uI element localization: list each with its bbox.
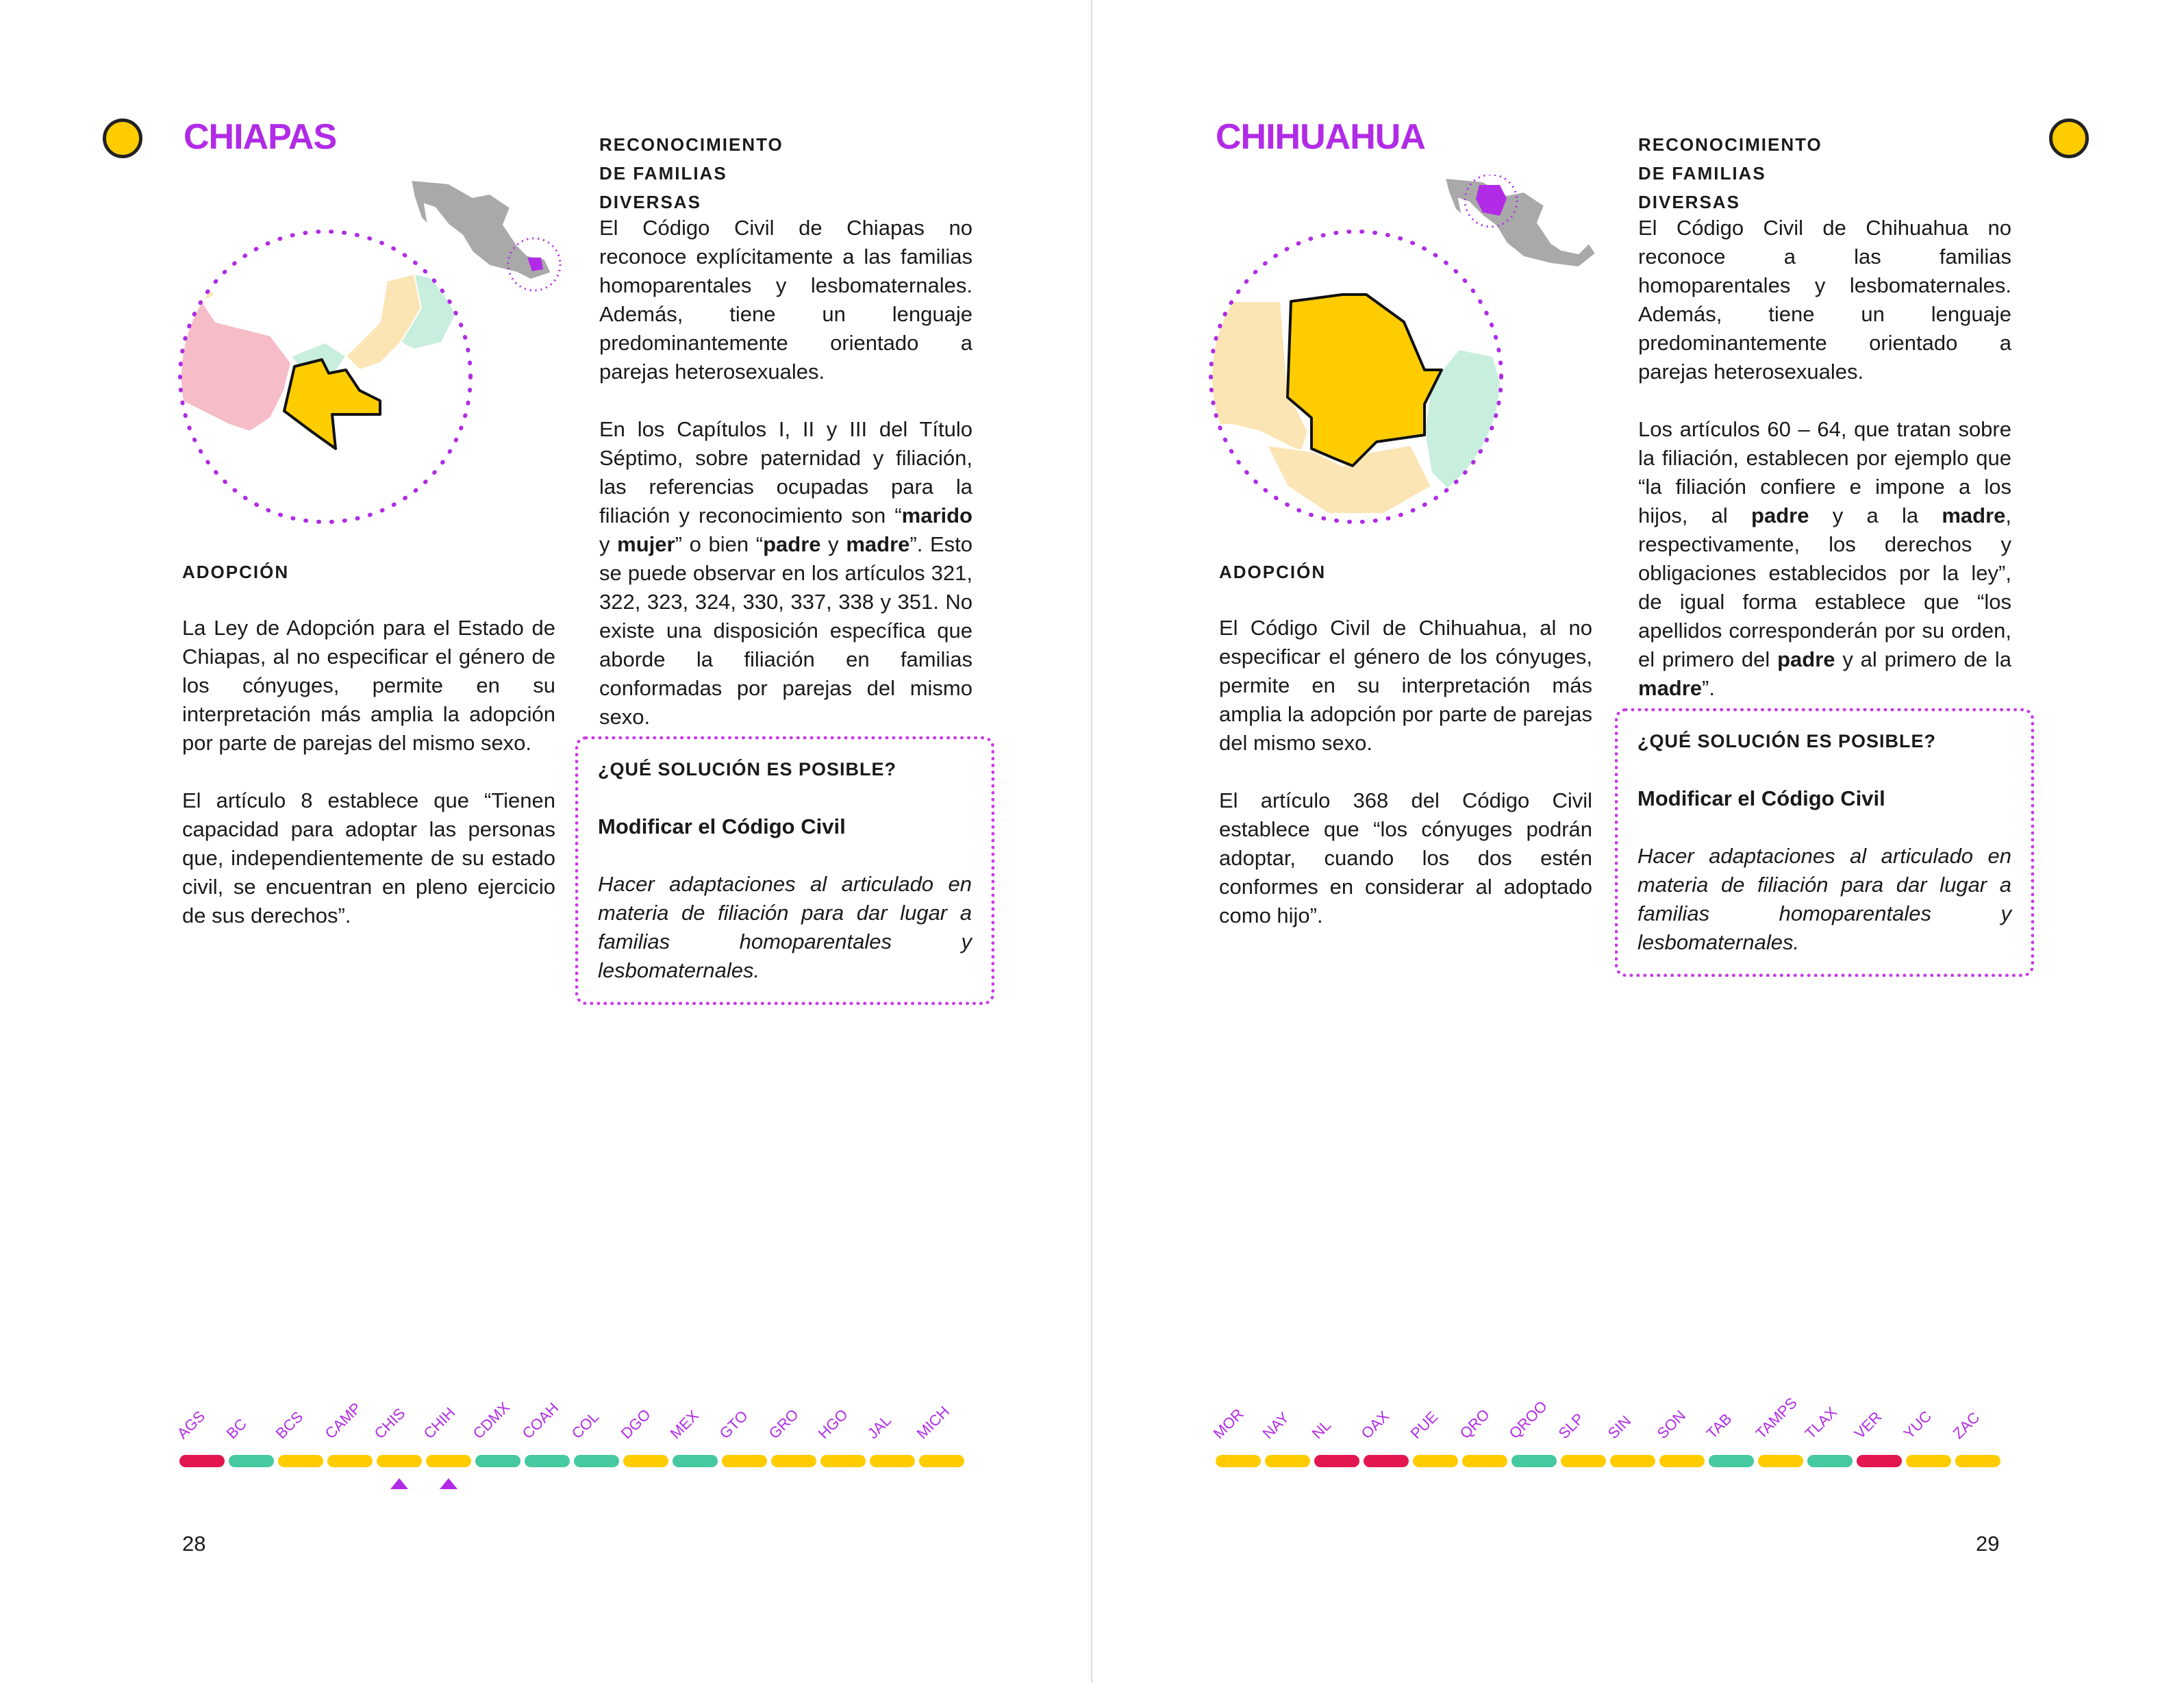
recognition-text — [599, 214, 972, 760]
solution-title: Modificar el Código Civil — [598, 814, 846, 838]
recognition-paragraph-2: Los artículos 60 – 64, que tratan sobre la filiación, establecen por ejemplo que “la filiación confiere e impone a los hijos, al padre y a la madre, respectivamente, los derechos y obligaciones establecidos por la ley”, de igual forma establece que “los apellidos corresponderán por su orden, el primero del padre y al primero de la madre”. — [1638, 417, 2011, 700]
state-code-label: QROO — [1505, 1397, 1551, 1443]
status-bar — [1462, 1455, 1507, 1467]
solution-question: ¿QUÉ SOLUCIÓN ES POSIBLE? — [1637, 731, 1937, 751]
recognition-paragraph-2: En los Capítulos I, II y III del Título Séptimo, sobre paternidad y filiación, las referencias ocupadas para la filiación y reconocimiento son “marido y mujer” o bien “padre y madre”. Esto se puede observar en los artículos 321, 322, 323, 324, 330, 337, 338 y 351. No existe una disposición específica que aborde la filiación en familias conformadas por parejas del mismo sexo. — [599, 417, 972, 729]
status-bar — [1659, 1455, 1705, 1467]
status-bar — [574, 1455, 619, 1467]
status-bar — [1758, 1455, 1803, 1467]
status-bar — [623, 1455, 668, 1467]
recognition-text — [1638, 214, 2011, 732]
status-bar — [179, 1455, 225, 1467]
state-code-label: SLP — [1555, 1410, 1587, 1443]
state-code-label: COAH — [518, 1399, 562, 1443]
status-bar — [1265, 1455, 1310, 1467]
state-title: CHIAPAS — [184, 117, 337, 157]
adoption-heading: ADOPCIÓN — [182, 562, 290, 582]
status-bar — [1857, 1455, 1902, 1467]
status-bar — [673, 1455, 718, 1467]
state-code-label: CHIH — [420, 1404, 459, 1443]
adoption-text — [1219, 614, 1592, 959]
page-right — [1092, 0, 2184, 1683]
yellow-dot-icon — [2049, 119, 2089, 158]
state-code-label: VER — [1850, 1408, 1885, 1443]
state-map — [1205, 226, 1507, 531]
status-bar — [278, 1455, 323, 1467]
status-bar — [1364, 1455, 1409, 1467]
status-bar — [1413, 1455, 1458, 1467]
solution-body: Hacer adaptaciones al articulado en materia de filiación para dar lugar a familias homoparentales y lesbomaternales. — [598, 872, 972, 982]
state-title: CHIHUAHUA — [1216, 117, 1425, 157]
state-code-label: GRO — [765, 1406, 802, 1443]
state-code-label: QRO — [1456, 1406, 1493, 1443]
state-code-label: GTO — [716, 1407, 751, 1443]
status-bar — [1709, 1455, 1754, 1467]
status-bar — [722, 1455, 767, 1467]
yellow-dot-icon — [103, 119, 142, 158]
state-code-label: OAX — [1357, 1407, 1393, 1443]
recognition-paragraph-1: El Código Civil de Chihuahua no reconoce a las familias homoparentales y lesbomaternales. Además, tiene un lenguaje predominantemente orientado a parejas heterosexuales. — [1638, 216, 2011, 384]
adoption-paragraph-2: El artículo 368 del Código Civil establece que “los cónyuges podrán adoptar, cuando los dos estén conformes en considerar al adoptado como hijo”. — [1219, 788, 1592, 927]
status-bar — [1955, 1455, 2000, 1467]
solution-box — [575, 736, 994, 1005]
status-bar — [525, 1455, 570, 1467]
state-code-label: HGO — [814, 1406, 851, 1443]
status-bar — [426, 1455, 471, 1467]
state-code-label: BC — [223, 1415, 250, 1443]
state-code-label: TLAX — [1801, 1403, 1841, 1443]
state-map — [175, 226, 476, 531]
state-code-label: BCS — [272, 1408, 307, 1443]
adoption-paragraph-1: La Ley de Adopción para el Estado de Chiapas, al no especificar el género de los cónyuges, permite en su interpretación más amplia la adopción por parte de parejas del mismo sexo. — [182, 616, 555, 755]
state-code-label: COL — [568, 1408, 603, 1443]
status-bar — [1906, 1455, 1951, 1467]
state-code-label: CAMP — [321, 1399, 365, 1443]
state-code-label: MICH — [913, 1402, 953, 1443]
state-code-label: ZAC — [1949, 1408, 1983, 1443]
adoption-paragraph-1: El Código Civil de Chihuahua, al no especificar el género de los cónyuges, permite en su interpretación más amplia la adopción por parte de parejas del mismo sexo. — [1219, 616, 1592, 755]
state-code-label: CDMX — [469, 1398, 514, 1443]
adoption-heading: ADOPCIÓN — [1219, 562, 1327, 582]
status-bar — [377, 1455, 422, 1467]
state-code-label: NL — [1308, 1416, 1335, 1443]
solution-title: Modificar el Código Civil — [1637, 786, 1885, 810]
adoption-paragraph-2: El artículo 8 establece que “Tienen capacidad para adoptar las personas que, independientemente de su estado civil, se encuentran en pleno ejercicio de sus derechos”. — [182, 788, 555, 927]
status-bar — [1314, 1455, 1359, 1467]
state-code-label: YUC — [1900, 1407, 1935, 1443]
status-bar — [919, 1455, 964, 1467]
status-bar — [1807, 1455, 1853, 1467]
state-code-label: DGO — [617, 1406, 654, 1443]
marker-triangle-icon — [440, 1478, 457, 1489]
solution-question: ¿QUÉ SOLUCIÓN ES POSIBLE? — [598, 759, 897, 780]
solution-body: Hacer adaptaciones al articulado en materia de filiación para dar lugar a familias homoparentales y lesbomaternales. — [1637, 844, 2011, 954]
state-code-label: TAMPS — [1752, 1394, 1800, 1443]
state-code-strip — [1209, 1394, 2017, 1507]
state-code-label: SIN — [1604, 1412, 1635, 1443]
marker-triangle-icon — [390, 1478, 408, 1489]
state-code-label: MEX — [666, 1406, 703, 1443]
state-code-label: AGS — [173, 1407, 209, 1443]
status-bar — [327, 1455, 373, 1467]
status-bar — [771, 1455, 816, 1467]
solution-box — [1615, 708, 2034, 977]
recognition-paragraph-1: El Código Civil de Chiapas no reconoce explícitamente a las familias homoparentales y lesbomaternales. Además, tiene un lenguaje predominantemente orientado a parejas heterosexuales. — [599, 216, 972, 384]
state-code-label: TAB — [1703, 1410, 1735, 1443]
status-bar — [1216, 1455, 1261, 1467]
state-code-label: NAY — [1259, 1408, 1293, 1443]
state-code-label: SON — [1653, 1406, 1690, 1443]
status-bar — [229, 1455, 274, 1467]
status-bar — [1511, 1455, 1557, 1467]
status-bar — [475, 1455, 520, 1467]
state-code-strip — [173, 1397, 981, 1507]
state-code-label: JAL — [864, 1411, 895, 1443]
status-bar — [870, 1455, 915, 1467]
page-number: 28 — [182, 1532, 206, 1556]
recognition-heading: RECONOCIMIENTO DE FAMILIAS DIVERSAS — [1638, 134, 1822, 212]
page-number: 29 — [1976, 1532, 2000, 1556]
status-bar — [1610, 1455, 1655, 1467]
state-code-label: MOR — [1209, 1405, 1247, 1443]
status-bar — [1561, 1455, 1606, 1467]
state-code-label: PUE — [1407, 1408, 1442, 1443]
recognition-heading: RECONOCIMIENTO DE FAMILIAS DIVERSAS — [599, 134, 783, 212]
state-code-label: CHIS — [371, 1404, 409, 1443]
status-bar — [820, 1455, 866, 1467]
adoption-text — [182, 614, 555, 959]
